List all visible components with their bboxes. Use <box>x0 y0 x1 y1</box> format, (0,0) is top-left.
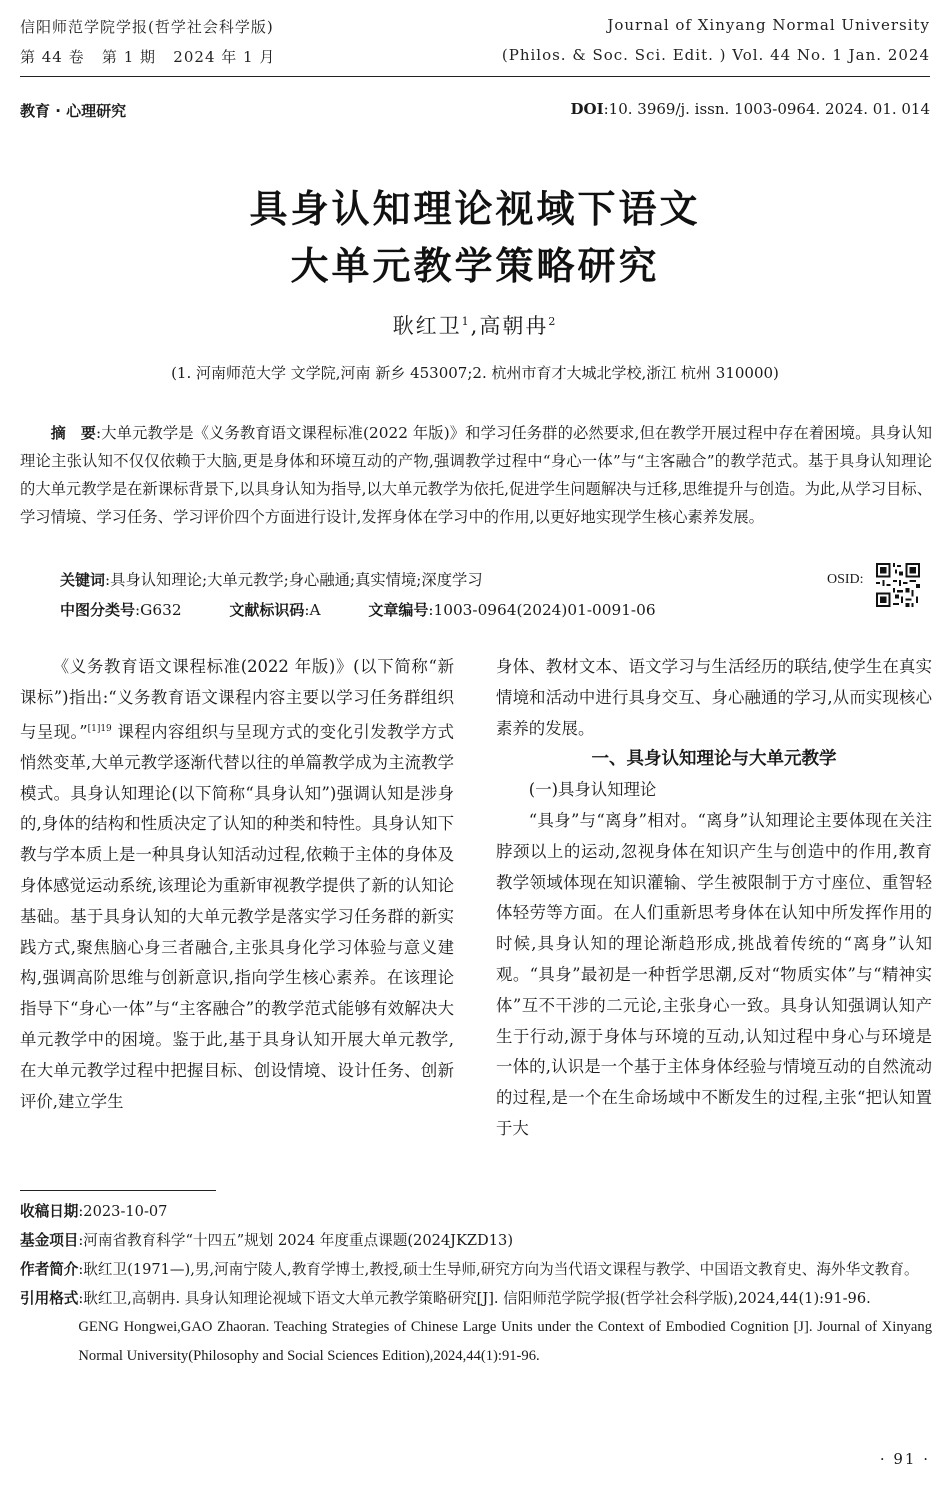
abstract <box>20 419 932 531</box>
body-left-column <box>20 652 454 1117</box>
abstract-label: 摘 要 <box>50 424 97 442</box>
section-label: 教育 · 心理研究 <box>20 102 127 120</box>
cite-en: GENG Hongwei,GAO Zhaoran. Teaching Strategies of Chinese Large Units under the Context of Embodied Cognition [J]. Journal of Xinyang Normal University(Philosophy and Social Sciences Edition),2024,44(1):91-96. <box>78 1319 932 1364</box>
footnote-rule <box>20 1190 216 1191</box>
author-1-affil: 1 <box>461 315 471 328</box>
doi-label: DOI <box>570 100 604 118</box>
citation-format-en <box>20 1313 932 1371</box>
journal-name-cn: 信阳师范学院学报(哲学社会科学版) <box>20 18 274 36</box>
abstract-text: :大单元教学是《义务教育语文课程标准(2022 年版)》和学习任务群的必然要求,但在教学开展过程中存在着困境。具身认知理论主张认知不仅仅依赖于大脑,更是身体和环境互动的产物,强调教学过程中“身心一体”与“主客融合”的教学范式。基于具身认知理论的大单元教学是在新课标背景下,以具身认知为指导,以大单元教学为依托,促进学生问题解决与迁移,思维提升与创造。为此,从学习目标、学习情境、学习任务、学习评价四个方面进行设计,发挥身体在学习中的作用,以更好地实现学生核心素养发展。 <box>20 424 932 526</box>
affiliation: (1. 河南师范大学 文学院,河南 新乡 453007;2. 杭州市育才大城北学校,浙江 杭州 310000) <box>171 364 779 382</box>
author-separator: , <box>470 314 480 338</box>
intro-text-a: 《义务教育语文课程标准(2022 年版)》(以下简称“新课标”)指出:“义务教育语文课程内容主要以学习任务群组织与呈现。” <box>20 657 454 742</box>
keywords: :具身认知理论;大单元教学;身心融通;真实情境;深度学习 <box>105 571 483 589</box>
article-no-value: :1003-0964(2024)01-0091-06 <box>428 601 656 619</box>
received-value: :2023-10-07 <box>78 1203 168 1220</box>
intro-text-b: 课程内容组织与呈现方式的变化引发教学方式悄然变革,大单元教学逐渐代替以往的单篇教学成为主流教学模式。具身认知理论(以下简称“具身认知”)强调认知是涉身的,身体的结构和性质决定了认知的种类和特性。具身认知下教与学本质上是一种具身认知活动过程,依赖于主体的身体及身体感觉运动系统,该理论为重新审视教学提供了新的认知论基础。基于具身认知的大单元教学是落实学习任务群的新实践方式,聚焦脑心身三者融合,主张具身化学习体验与意义建构,强调高阶思维与创新意识,指向学生核心素养。在该理论指导下“身心一体”与“主客融合”的教学范式能够有效解决大单元教学中的困境。鉴于此,基于具身认知开展大单元教学,在大单元教学过程中把握目标、创设情境、设计任务、创新评价,建立学生 <box>20 722 454 1111</box>
fund-value: :河南省教育科学“十四五”规划 2024 年度重点课题(2024JKZD13) <box>78 1232 514 1249</box>
doc-code-label: 文献标识码 <box>229 601 305 619</box>
fund-label: 基金项目 <box>20 1232 79 1249</box>
article-no-label: 文章编号 <box>368 601 429 619</box>
intro-continuation: 身体、教材文本、语文学习与生活经历的联结,使学生在真实情境和活动中进行具身交互、身心融通的学习,从而实现核心素养的发展。 <box>496 657 932 738</box>
author-2: 高朝冉 <box>479 314 549 338</box>
osid-label: OSID: <box>827 572 864 587</box>
received-date <box>20 1197 932 1226</box>
title-line-2: 大单元教学策略研究 <box>290 244 660 288</box>
issue-info-cn: 第 44 卷 第 1 期 2024 年 1 月 <box>20 48 276 66</box>
osid-qr-icon <box>876 563 920 611</box>
clc-label: 中图分类号 <box>60 601 136 619</box>
citation-format <box>20 1284 932 1313</box>
header-rule <box>20 76 930 77</box>
author-2-affil: 2 <box>548 315 558 328</box>
classification-row <box>60 599 656 620</box>
keywords-row <box>60 568 870 590</box>
intro-paragraph <box>20 652 454 1117</box>
footnotes <box>20 1197 932 1371</box>
journal-name-en: Journal of Xinyang Normal University <box>607 16 930 34</box>
doi <box>571 100 931 118</box>
received-label: 收稿日期 <box>20 1203 79 1220</box>
authors <box>0 310 950 340</box>
bio-label: 作者简介 <box>20 1261 79 1278</box>
bio-value: :耿红卫(1971—),男,河南宁陵人,教育学博士,教授,硕士生导师,研究方向为当代语文课程与教学、中国语文教育史、海外华文教育。 <box>78 1261 919 1278</box>
title-line-1: 具身认知理论视域下语文 <box>249 187 701 231</box>
section-heading-1: 一、具身认知理论与大单元教学 <box>591 749 837 770</box>
citation-ref: [1]19 <box>87 723 112 734</box>
keywords-label: 关键词 <box>60 571 106 589</box>
cite-label: 引用格式 <box>20 1290 79 1307</box>
cite-cn: :耿红卫,高朝冉. 具身认知理论视域下语文大单元教学策略研究[J]. 信阳师范学院学报(哲学社会科学版),2024,44(1):91-96. <box>78 1290 871 1307</box>
subsection-heading-1: (一)具身认知理论 <box>528 780 657 800</box>
section-1-paragraph: “具身”与“离身”相对。“离身”认知理论主要体现在关注脖颈以上的运动,忽视身体在知识产生与创造中的作用,教育教学领域体现在知识灌输、学生被限制于方寸座位、重智轻体轻劳等方面。在人们重新思考身体在认知中所发挥作用的时候,具身认知的理论渐趋形成,挑战着传统的“离身”认知观。“具身”最初是一种哲学思潮,反对“物质实体”与“精神实体”互不干涉的二元论,主张身心一致。具身认知强调认知产生于行动,源于身体与环境的互动,认知过程中身心与环境是一体的,认识是一个基于主体身体经验与情境互动的自然流动的过程,是一个在生命场域中不断发生的过程,主张“把认知置于大 <box>496 810 932 1138</box>
doc-code-value: :A <box>304 601 321 619</box>
clc-value: :G632 <box>135 601 182 619</box>
author-1: 耿红卫 <box>392 314 462 338</box>
page-number: · 91 · <box>879 1450 930 1468</box>
body-right-column <box>496 652 932 1145</box>
author-bio <box>20 1255 932 1284</box>
fund-project <box>20 1226 932 1255</box>
doi-value: :10. 3969/j. issn. 1003-0964. 2024. 01. 014 <box>603 100 930 118</box>
issue-info-en: (Philos. & Soc. Sci. Edit. ) Vol. 44 No. 1 Jan. 2024 <box>501 46 930 64</box>
